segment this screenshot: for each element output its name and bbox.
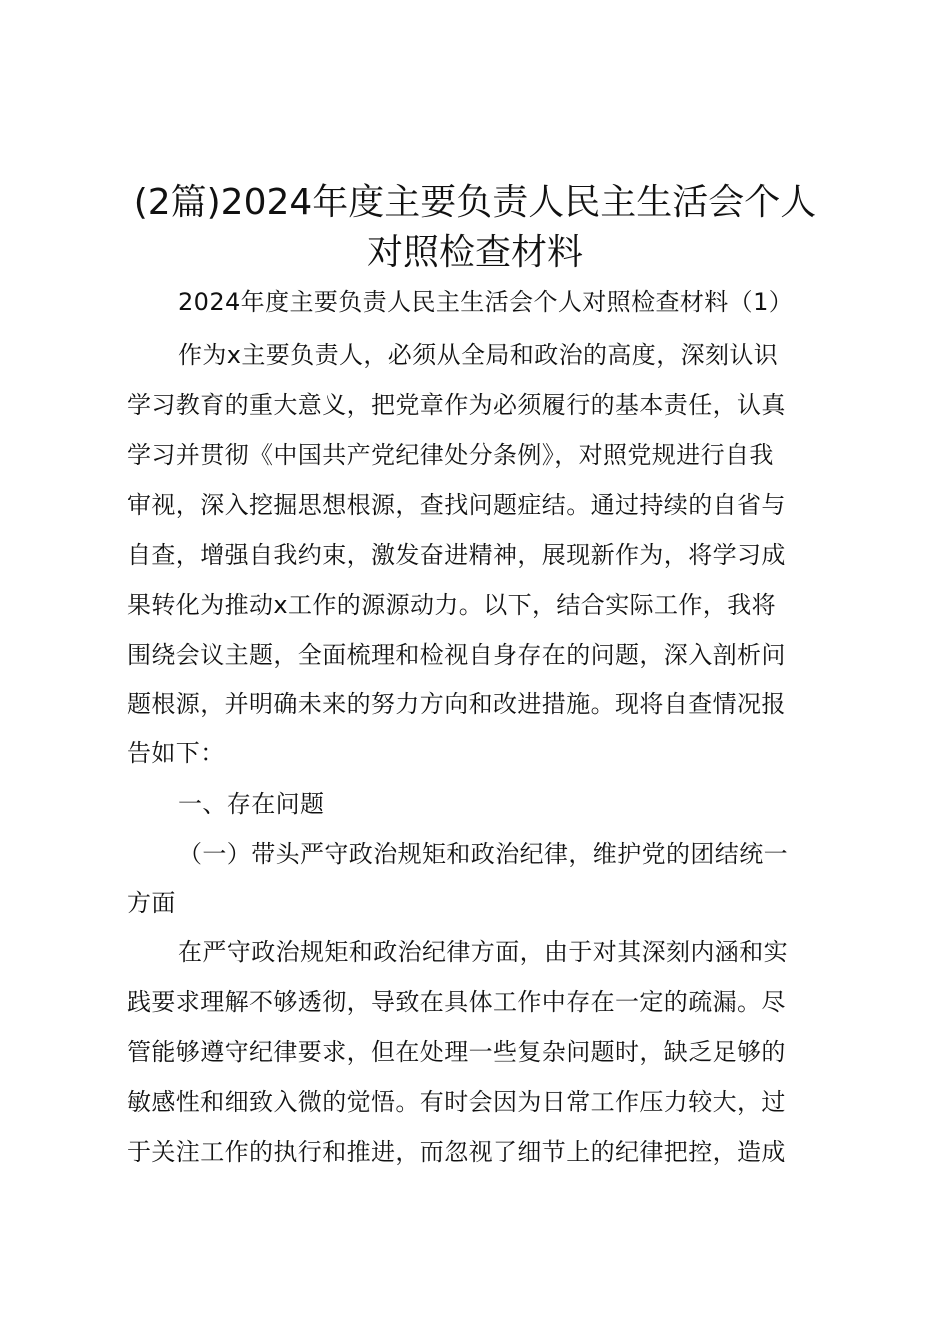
paragraph-line: 敏感性和细致入微的觉悟。有时会因为日常工作压力较大，过 [127,1088,786,1116]
document-title-line-2: 对照检查材料 [366,232,583,273]
paragraph-line: 作为x主要负责人，必须从全局和政治的高度，深刻认识 [178,341,779,369]
paragraph-line: 学习并贯彻《中国共产党纪律处分条例》，对照党规进行自我 [127,441,774,469]
paragraph-line: 管能够遵守纪律要求，但在处理一些复杂问题时，缺乏足够的 [127,1038,786,1066]
subsection-heading: （一）带头严守政治规矩和政治纪律，维护党的团结统一 [178,840,788,868]
paragraph-line: 自查，增强自我约束，激发奋进精神，展现新作为，将学习成 [127,541,786,569]
document-title-line-1: (2篇)2024年度主要负责人民主生活会个人 [133,182,817,223]
paragraph-line: 审视，深入挖掘思想根源，查找问题症结。通过持续的自省与 [127,491,786,519]
paragraph-line: 围绕会议主题，全面梳理和检视自身存在的问题，深入剖析问 [127,641,786,669]
subsection-heading-continued: 方面 [127,889,176,917]
section-heading: 一、存在问题 [178,790,325,818]
paragraph-line: 题根源，并明确未来的努力方向和改进措施。现将自查情况报 [127,690,786,718]
paragraph-line: 告如下： [127,739,225,767]
paragraph-line: 于关注工作的执行和推进，而忽视了细节上的纪律把控，造成 [127,1138,786,1166]
paragraph-line: 学习教育的重大意义，把党章作为必须履行的基本责任，认真 [127,391,786,419]
paragraph-line: 果转化为推动x工作的源源动力。以下，结合实际工作，我将 [127,591,777,619]
paragraph-line: 在严守政治规矩和政治纪律方面，由于对其深刻内涵和实 [178,938,788,966]
paragraph-line: 践要求理解不够透彻，导致在具体工作中存在一定的疏漏。尽 [127,988,786,1016]
subtitle: 2024年度主要负责人民主生活会个人对照检查材料（1） [178,288,794,316]
